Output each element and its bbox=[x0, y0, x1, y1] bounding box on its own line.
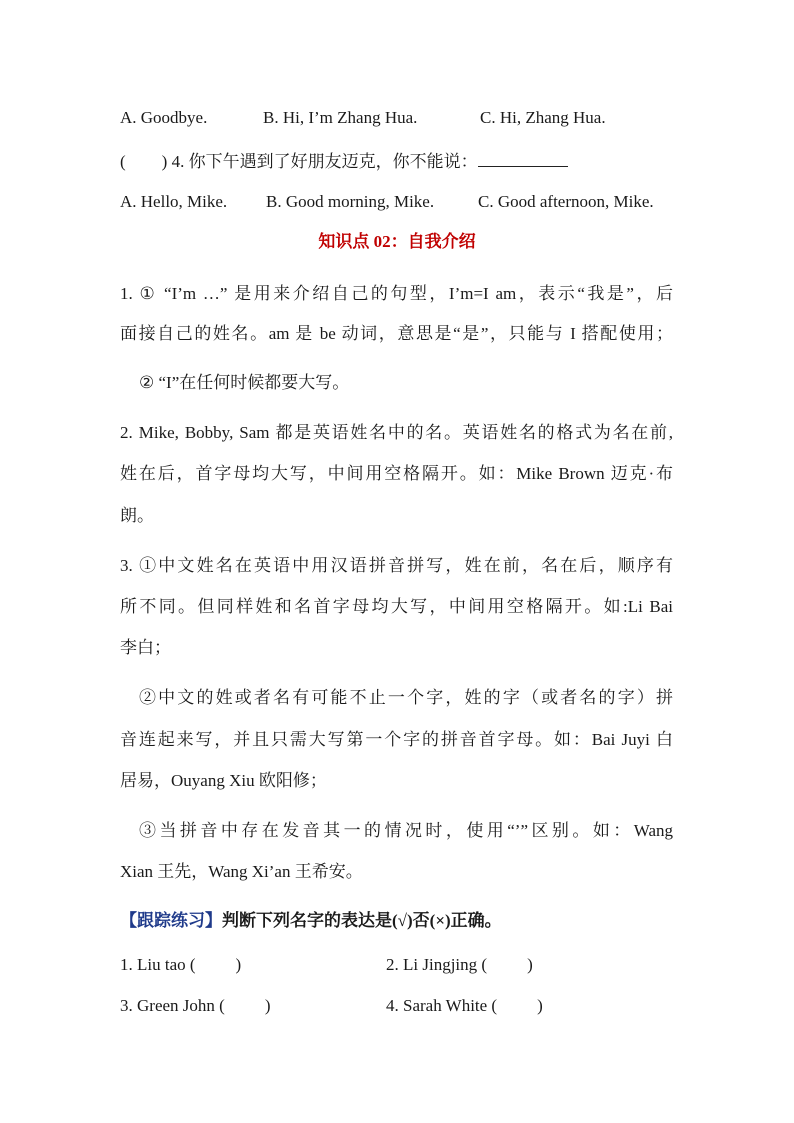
note-2-line-1: 2. Mike, Bobby, Sam 都是英语姓名中的名。英语姓名的格式为名在前, bbox=[120, 423, 673, 442]
practice-tag: 【跟踪练习】 bbox=[120, 911, 222, 930]
note-1-line-3: ② “I”在任何时候都要大写。 bbox=[139, 373, 350, 392]
note-2-line-2: 姓在后，首字母均大写，中间用空格隔开。如：Mike Brown 迈克·布 bbox=[120, 464, 673, 483]
note-3-line-2: 所不同。但同样姓和名首字母均大写，中间用空格隔开。如:Li Bai bbox=[120, 597, 673, 616]
question-4 bbox=[120, 150, 568, 172]
practice-item-2 bbox=[386, 955, 533, 975]
practice-item-4 bbox=[386, 996, 543, 1016]
q4-option-b: B. Good morning, Mike. bbox=[266, 192, 435, 211]
q4-fill-blank[interactable] bbox=[478, 150, 568, 167]
note-1-line-1: 1. ① “I’m …” 是用来介绍自己的句型，I’m=I am，表示“我是”，后 bbox=[120, 284, 673, 303]
note-1-line-2: 面接自己的姓名。am 是 be 动词，意思是“是”，只能与 I 搭配使用； bbox=[120, 324, 673, 343]
practice-instruction: 判断下列名字的表达是(√)否(×)正确。 bbox=[222, 911, 502, 930]
note-3-line-3: 李白； bbox=[120, 638, 171, 657]
q4-text: 你下午遇到了好朋友迈克，你不能说： bbox=[188, 152, 478, 171]
practice-item-2-close: ) bbox=[527, 955, 533, 974]
practice-item-3 bbox=[120, 996, 270, 1016]
section-title: 知识点 02：自我介绍 bbox=[318, 232, 476, 251]
practice-item-2-label: 2. Li Jingjing ( bbox=[386, 955, 488, 974]
practice-item-4-close: ) bbox=[537, 996, 543, 1015]
practice-item-3-close: ) bbox=[264, 996, 271, 1015]
q3-option-c: C. Hi, Zhang Hua. bbox=[480, 108, 606, 127]
note-3-line-1: 3. ①中文姓名在英语中用汉语拼音拼写，姓在前，名在后，顺序有 bbox=[120, 556, 673, 575]
q4-option-a: A. Hello, Mike. bbox=[120, 192, 228, 211]
q4-paren-open: ( bbox=[120, 152, 126, 171]
practice-header bbox=[120, 911, 502, 931]
note-4-line-3: 居易，Ouyang Xiu 欧阳修； bbox=[120, 771, 327, 790]
practice-item-1-close: ) bbox=[235, 955, 242, 974]
practice-item-4-label: 4. Sarah White ( bbox=[386, 996, 498, 1015]
q3-option-a: A. Goodbye. bbox=[120, 108, 208, 127]
q3-option-b: B. Hi, I’m Zhang Hua. bbox=[263, 108, 418, 127]
note-2-line-3: 朗。 bbox=[120, 506, 154, 525]
note-5-line-1: ③当拼音中存在发音其一的情况时，使用“’”区别。如：Wang bbox=[139, 821, 673, 840]
practice-item-1 bbox=[120, 955, 241, 975]
q4-paren-close: ) 4. bbox=[161, 152, 185, 171]
practice-item-1-label: 1. Liu tao ( bbox=[120, 955, 196, 974]
note-4-line-1: ②中文的姓或者名有可能不止一个字，姓的字（或者名的字）拼 bbox=[139, 688, 673, 707]
note-4-line-2: 音连起来写，并且只需大写第一个字的拼音首字母。如：Bai Juyi 白 bbox=[120, 730, 673, 749]
q4-option-c: C. Good afternoon, Mike. bbox=[478, 192, 654, 211]
practice-item-3-label: 3. Green John ( bbox=[120, 996, 225, 1015]
note-5-line-2: Xian 王先，Wang Xi’an 王希安。 bbox=[120, 862, 363, 881]
